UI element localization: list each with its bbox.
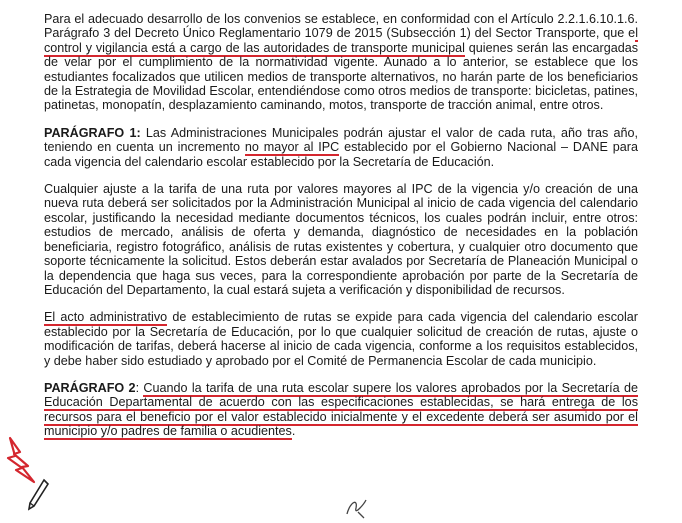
paragraph-heading: PARÁGRAFO 1:: [44, 125, 141, 140]
underlined-phrase: El acto administrativo: [44, 310, 168, 325]
paragraph-acto-administrativo: [44, 310, 638, 368]
paragraph-text: de establecimiento de rutas se expide para cada vigencia del calendario escolar establecido por la Secretaría de Educación, por lo que cualquier solicitud de creación de rutas, ajuste o modificación de tarifas, deberá hacerse al inicio de cada vigencia, conforme a los requisitos establecidos, y debe haber sido estudiado y aprobado por el Comité de Permanencia Escolar de cada municipio.: [44, 310, 638, 368]
underlined-phrase: no mayor al IPC: [244, 140, 340, 155]
underlined-phrase: l control y vigilancia está a cargo de las autoridades de transporte municipal: [44, 26, 638, 55]
paragraph-heading: PARÁGRAFO 2: [44, 380, 136, 395]
paragraph-convenios: [44, 12, 638, 113]
paragraph-text: Las Administraciones Municipales podrán ajustar el valor de cada ruta, año tras año, teniendo en cuenta un incremento: [44, 125, 638, 155]
paragraph-paragrafo-1: [44, 126, 638, 169]
underlined-phrase: Cuando la tarifa de una ruta escolar supere los valores aprobados por la Secretaría de Educación Departamental de acuerdo con las especificaciones establecidas, se hará entrega de los recursos para el beneficio por el valor establecido inicialmente y el excedente deberá ser asumido por el municipio y/o padres de familia o acudientes: [44, 380, 638, 439]
paragraph-text: Cualquier ajuste a la tarifa de una ruta por valores mayores al IPC de la vigencia y/o creación de una nueva ruta deberá ser solicitados por la Administración Municipal al inicio de cada vigencia del calendario escolar, justificando la necesidad mediante documentos técnicos, los cuales podrán incluir, entre otros: estudios de mercado, análisis de oferta y demanda, diagnóstico de necesidades en la población beneficiaria, registro fotográfico, análisis de rutas existentes y cobertura, y cualquier otro documento que soporte técnicamente la solicitud. Estos deberán estar avalados por Secretaría de Planeación Municipal o la dependencia que haga sus veces, para la correspondiente aprobación por parte de la Secretaría de Educación del Departamento, la cual estará sujeta a verificación y disponibilidad de recursos.: [44, 182, 638, 297]
paragraph-ajuste-tarifa: [44, 182, 638, 297]
paragraph-text: :: [135, 380, 144, 395]
paragraph-paragrafo-2: [44, 381, 638, 439]
pen-annotation-icon: [26, 478, 50, 512]
scribble-annotation-icon: [344, 494, 370, 520]
paragraph-text: .: [291, 424, 296, 439]
paragraph-text: Para el adecuado desarrollo de los convenios se establece, en conformidad con el Artículo 2.2.1.6.10.1.6. Parágrafo 3 del Decreto Único Reglamentario 1079 de 2015 (Subsección 1) del Sector Transporte, que e: [44, 12, 638, 41]
paragraph-text: quienes serán las encargadas de velar por el cumplimiento de la normatividad vigente. Aunado a lo anterior, se establece que los estudiantes focalizados que utilicen medios de transporte alternativos, no harán parte de los beneficiarios de la Estrategia de Movilidad Escolar, entendiéndose como otros medios de transporte: bicicletas, patines, patinetas, monopatín, desplazamiento caminando, motos, transporte de tracción animal, entre otros.: [44, 40, 639, 113]
document-body: [44, 12, 638, 439]
paragraph-text: establecido por el Gobierno Nacional – DANE para cada vigencia del calendario escolar establecido por la Secretaría de Educación.: [44, 140, 638, 169]
